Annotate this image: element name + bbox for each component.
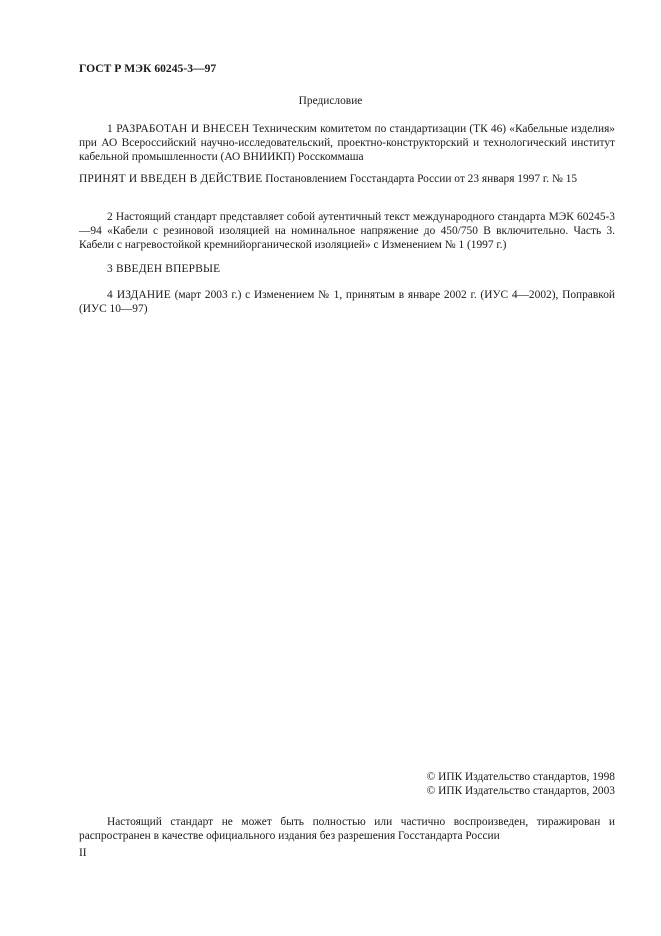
paragraph-lead: 2 (107, 211, 113, 223)
copyright-line: © ИПК Издательство стандартов, 2003 (426, 785, 615, 798)
paragraph-adopted (79, 172, 615, 186)
paragraph-lead: ПРИНЯТ И ВВЕДЕН В ДЕЙСТВИЕ (79, 173, 263, 185)
paragraph-lead: 1 РАЗРАБОТАН И ВНЕСЕН (107, 123, 250, 135)
paragraph-text: Постановлением Госстандарта России от 23 января 1997 г. № 15 (262, 173, 578, 185)
reproduction-notice: Настоящий стандарт не может быть полностью или частично воспроизведен, тиражирован и распространен в качестве официального издания без разрешения Госстандарта России (79, 816, 615, 843)
standard-code-header: ГОСТ Р МЭК 60245-3—97 (79, 62, 217, 75)
paragraph-lead: 3 ВВЕДЕН ВПЕРВЫЕ (107, 263, 221, 275)
page-number: II (79, 847, 87, 859)
paragraph-text: (март 2003 г.) с Изменением № 1, принятым в январе 2002 г. (ИУС 4—2002), Поправкой (ИУС 10—97) (79, 289, 615, 316)
paragraph-text: Настоящий стандарт представляет собой аутентичный текст международного стандарта МЭК 60245-3—94 «Кабели с резиновой изоляцией на номинальное напряжение до 450/750 В включительно. Часть 3. Кабели с нагревостойкой кремнийорганической изоляцией» с Изменением № 1 (1997 г.) (79, 211, 615, 252)
paragraph-first-introduced (79, 262, 615, 276)
section-title: Предисловие (298, 95, 363, 107)
paragraph-developed (79, 122, 615, 165)
copyright-line: © ИПК Издательство стандартов, 1998 (426, 771, 615, 783)
copyright-block (402, 770, 615, 798)
paragraph-authentic-text (79, 210, 615, 253)
paragraph-lead: 4 ИЗДАНИЕ (107, 289, 171, 301)
paragraph-text: Техническим комитетом по стандартизации (ТК 46) «Кабельные изделия» при АО Всероссийский научно-исследовательский, проектно-конструкторский и технологический институт кабельной промышленности (АО ВНИИКП) Росскоммаша (79, 123, 616, 164)
paragraph-edition (79, 288, 615, 316)
